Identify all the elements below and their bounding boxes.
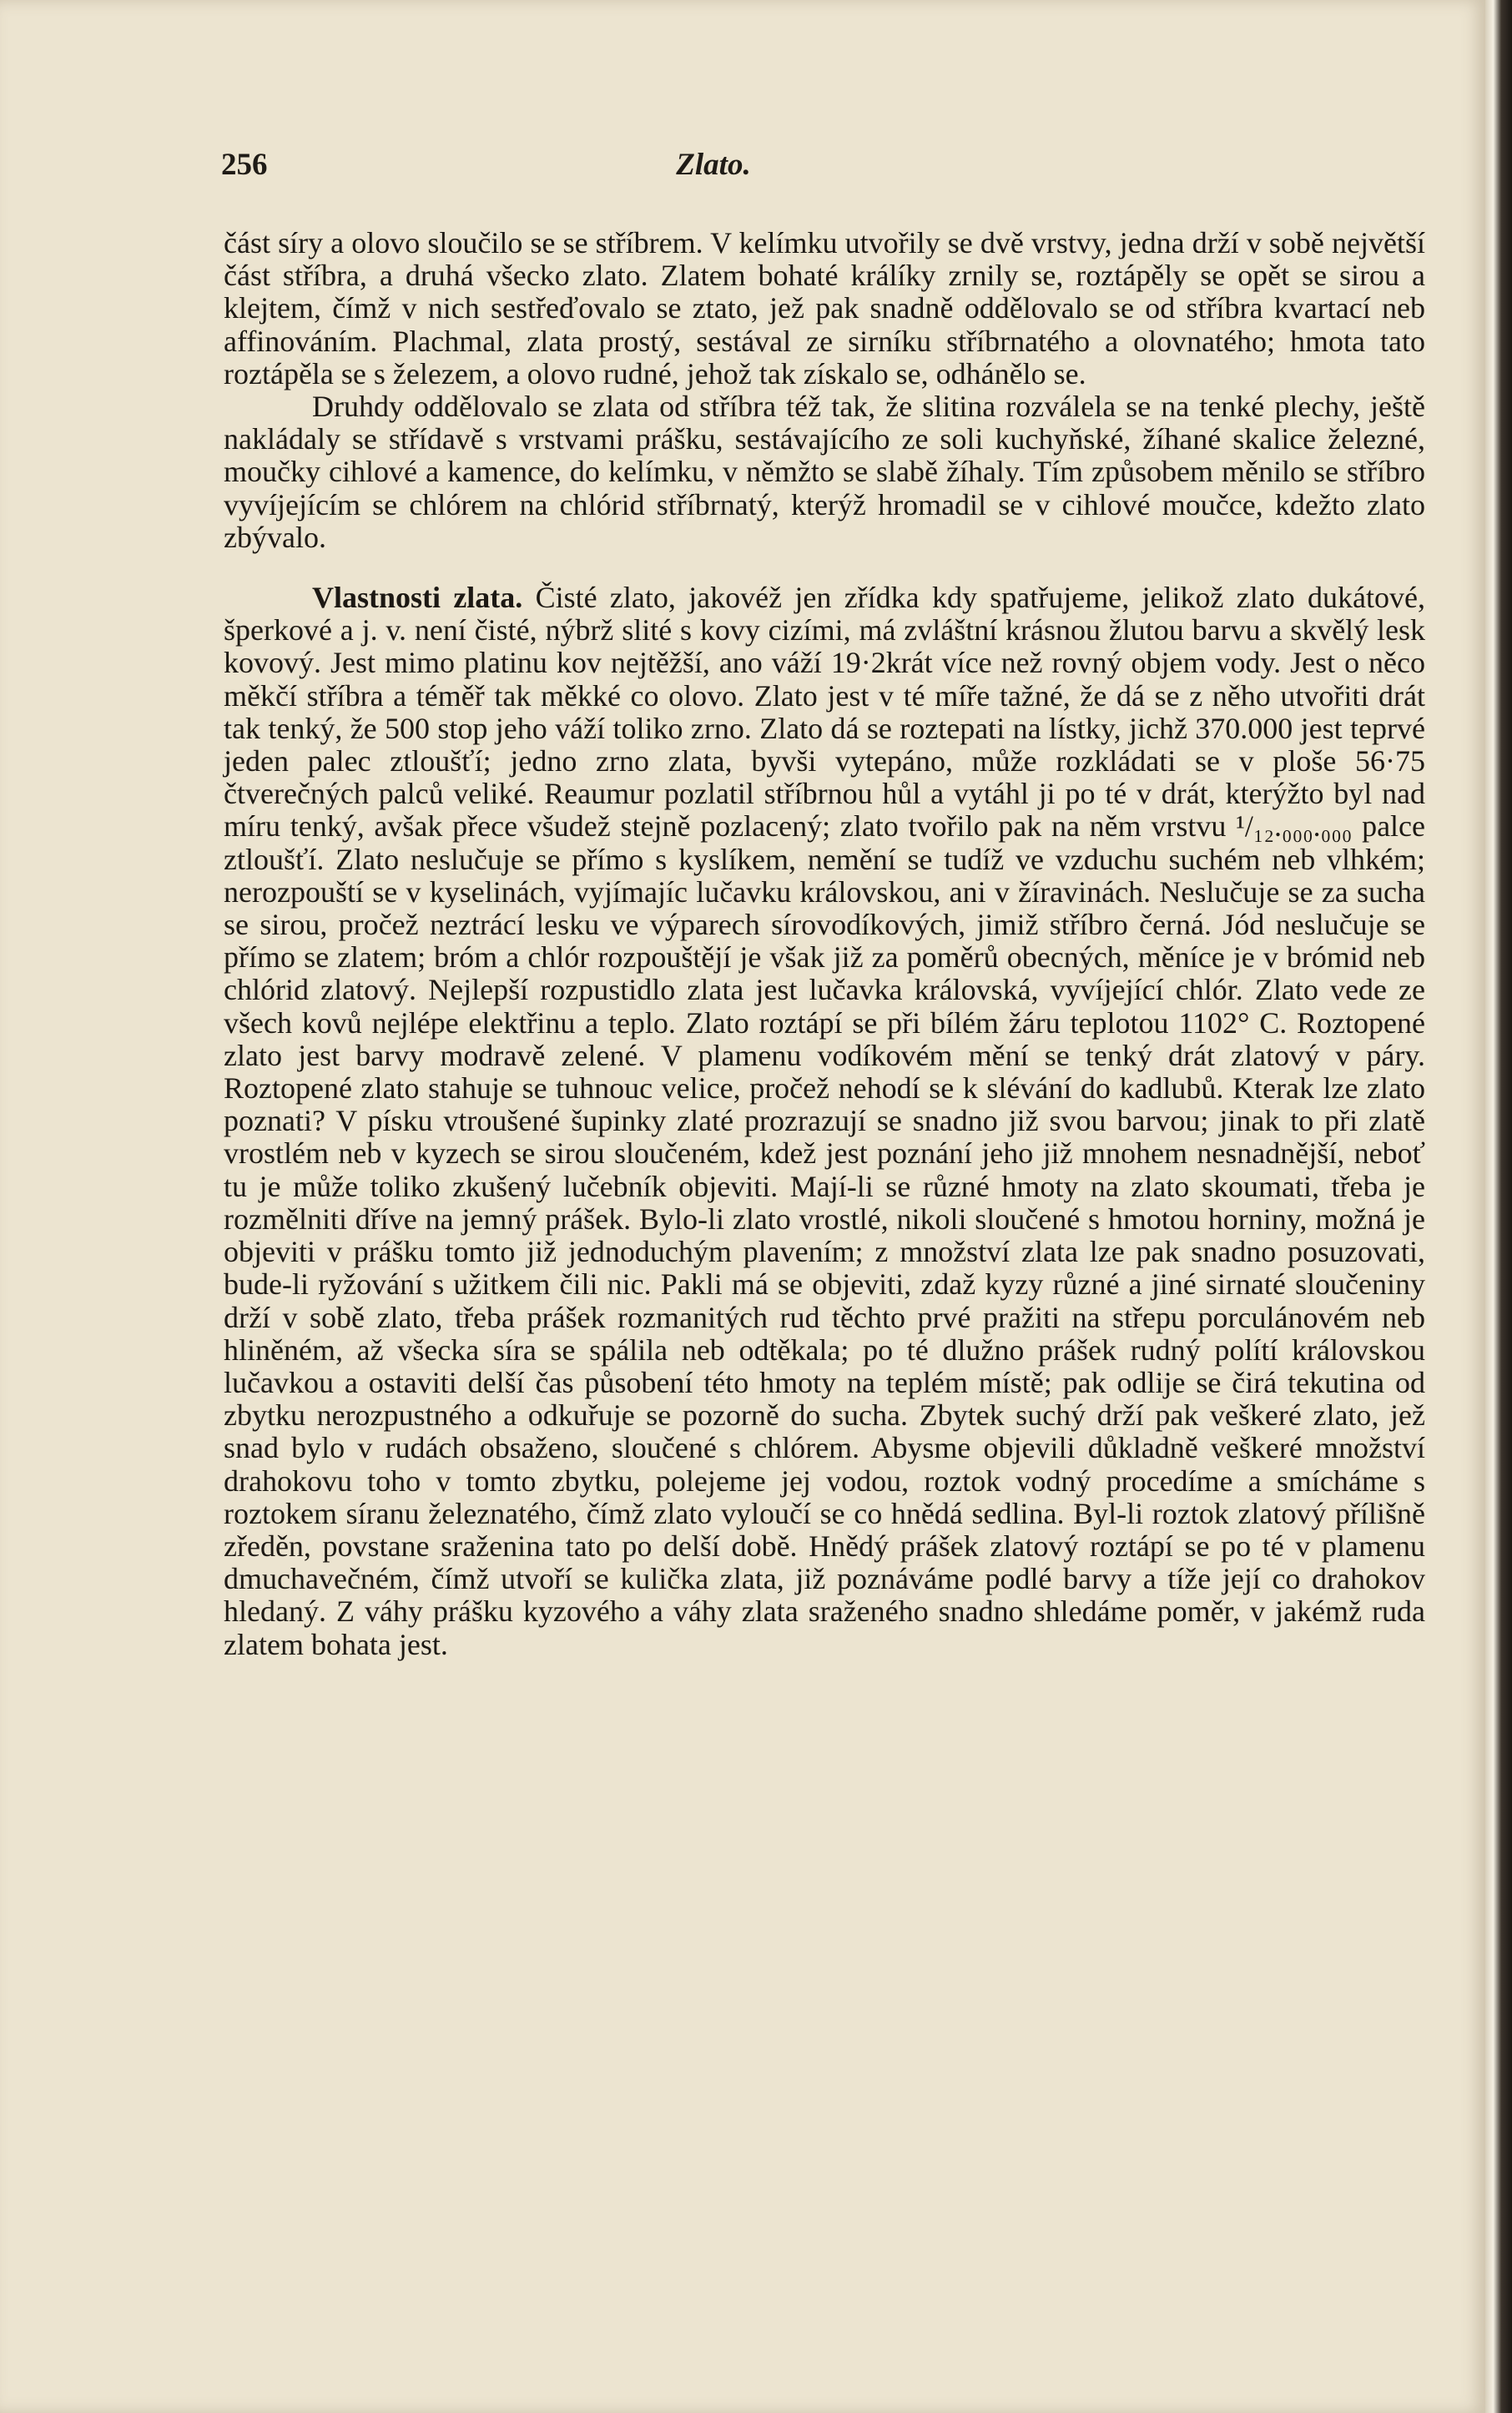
paragraph-text: Druhdy oddělovalo se zlata od stříbra též tak, že slitina rozválela se na tenké plechy, ještě nakládaly se střídavě s vrstvami prášku, sestávajícího ze soli kuchyňské, žíhané skalice železné, moučky cihlové a kamence, do kelímku, v němžto se slabě žíhaly. Tím způsobem měnilo se stříbro vyvíjejícím se chlórem na chlórid stříbrnatý, kterýž hromadil se v cihlové moučce, kdežto zlato zbývalo. — [224, 390, 1425, 554]
paragraph-text: část síry a olovo sloučilo se se stříbrem. V kelímku utvořily se dvě vrstvy, jedna drží v sobě největší část stříbra, a druhá všecko zlato. Zlatem bohaté králíky zrnily se, roztápěly se opět se sirou a klejtem, čímž v nich sestřeďovalo se ztato, jež pak snadně oddělovalo se od stříbra kvartací neb affinováním. Plachmal, zlata prostý, sestával ze sirníku stříbrnatého a olovnatého; hmota tato roztápěla se s železem, a olovo rudné, jehož tak získalo se, odhánělo se. — [224, 226, 1425, 390]
paragraph-separation-method — [224, 390, 1425, 554]
page-header — [221, 147, 1427, 189]
paragraph-properties — [224, 582, 1425, 1661]
paragraph-continuation — [224, 227, 1425, 390]
body-text — [224, 227, 1425, 1661]
page-edge — [1485, 0, 1512, 2413]
section-heading: Vlastnosti zlata. — [312, 581, 523, 615]
running-title: Zlato. — [676, 148, 751, 182]
paragraph-text: Čisté zlato, jakovéž jen zřídka kdy spatřujeme, jelikož zlato dukátové, šperkové a j. v. není čisté, nýbrž slité s kovy cizími, má zvláštní krásnou žlutou barvu a skvělý lesk kovový. Jest mimo platinu kov nejtěžší, ano váží 19·2krát více než rovný objem vody. Jest o něco měkčí stříbra a téměř tak měkké co olovo. Zlato jest v té míře tažné, že dá se z něho utvořiti drát tak tenký, že 500 stop jeho váží toliko zrno. Zlato dá se roztepati na lístky, jichž 370.000 jest teprvé jeden palec ztloušťí; jedno zrno zlata, byvši vytepáno, může rozkládati se v ploše 56·75 čtverečných palců veliké. Reaumur pozlatil stříbrnou hůl a vytáhl ji po té v drát, kterýžto byl nad míru tenký, avšak přece všudež stejně pozlacený; zlato tvořilo pak na něm vrstvu ¹/₁₂.₀₀₀.₀₀₀ palce ztloušťí. Zlato neslučuje se přímo s kyslíkem, nemění se tudíž ve vzduchu suchém neb vlhkém; nerozpouští se v kyselinách, vyjímajíc lučavku královskou, ani v žíravinách. Neslučuje se za sucha se sirou, pročež neztrácí lesku ve výparech sírovodíkových, jimiž stříbro černá. Jód neslučuje se přímo se zlatem; bróm a chlór rozpouštějí je však již za poměrů obecných, měníce je v brómid neb chlórid zlatový. Nejlepší rozpustidlo zlata jest lučavka královská, vyvíjející chlór. Zlato vede ze všech kovů nejlépe elektřinu a teplo. Zlato roztápí se při bílém žáru teplotou 1102° C. Roztopené zlato jest barvy modravě zelené. V plamenu vodíkovém mění se tenký drát zlatový v páry. Roztopené zlato stahuje se tuhnouc velice, pročež nehodí se k slévání do kadlubů. Kterak lze zlato poznati? V písku vtroušené šupinky zlaté prozrazují se snadno již svou barvou; jinak to při zlatě vrostlém neb v kyzech se sirou sloučeném, kdež jest poznání jeho již mnohem nesnadnější, neboť tu je může toliko zkušený lučebník objeviti. Mají-li se různé hmoty na zlato skoumati, třeba je rozmělniti dříve na jemný prášek. Bylo-li zlato vrostlé, nikoli sloučené s hmotou horniny, možná je objeviti v prášku tomto již jednoduchým plavením; z množství zlata lze pak snadno posuzovati, bude-li ryžování s užitkem čili nic. Pakli má se objeviti, zdaž kyzy různé a jiné sirnaté sloučeniny drží v sobě zlato, třeba prášek rozmanitých rud těchto prvé pražiti na střepu porculánovém neb hliněném, až všecka síra se spálila neb odtěkala; po té dlužno prášek rudný polítí královskou lučavkou a ostaviti delší čas působení této hmoty na teplém místě; pak odlije se čirá tekutina od zbytku nerozpustného a odkuřuje se pozorně do sucha. Zbytek suchý drží pak veškeré zlato, jež snad bylo v rudách obsaženo, sloučené s chlórem. Abysme objevili důkladně veškeré množství drahokovu toho v tomto zbytku, polejeme jej vodou, roztok vodný procedíme a smícháme s roztokem síranu železnatého, čímž zlato vyloučí se co hnědá sedlina. Byl-li roztok zlatový přílišně zředěn, povstane sraženina tato po delší době. Hnědý prášek zlatový roztápí se po té v plamenu dmuchavečném, čímž utvoří se kulička zlata, již poznáváme podlé barvy a tíže její co drahokov hledaný. Z váhy prášku kyzového a váhy zlata sraženého snadno shledáme poměr, v jakémž ruda zlatem bohata jest. — [224, 581, 1425, 1661]
page-number: 256 — [221, 148, 268, 182]
